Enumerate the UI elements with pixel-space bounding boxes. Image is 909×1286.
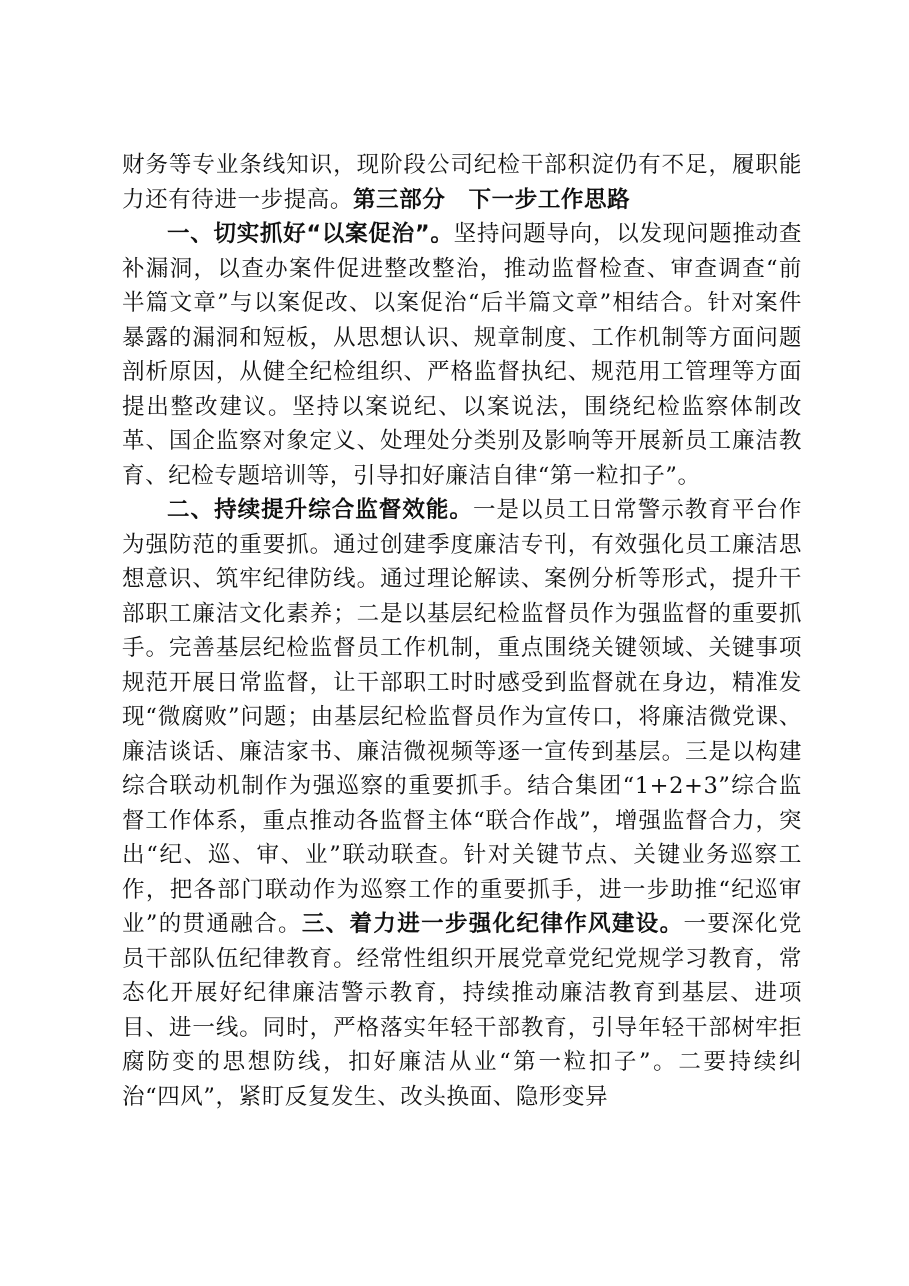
section-heading: 第三部分 下一步工作思路 (353, 186, 631, 213)
paragraph-case-governance (122, 217, 802, 493)
item-heading: 二、持续提升综合监督效能。 (167, 497, 473, 523)
paragraph-text: 坚持问题导向，以发现问题推动查补漏洞，以查办案件促进整改整治，推动监督检查、审查调查“前半篇文章”与以案促改、以案促治“后半篇文章”相结合。针对案件暴露的漏洞和短板，从思想认识、规章制度、工作机制等方面问题剖析原因，从健全纪检组织、严格监督执纪、规范用工管理等方面提出整改建议。坚持以案说纪、以案说法，围绕纪检监察体制改革、国企监察对象定义、处理处分类别及影响等开展新员工廉洁教育、纪检专题培训等，引导扣好廉洁自律“第一粒扣子”。 (122, 221, 802, 489)
paragraph-supervision (122, 493, 802, 1114)
paragraph-text: 一是以员工日常警示教育平台作为强防范的重要抓。通过创建季度廉洁专刊，有效强化员工廉洁思想意识、筑牢纪律防线。通过理论解读、案例分析等形式，提升干部职工廉洁文化素养；二是以基层纪检监督员作为强监督的重要抓手。完善基层纪检监督员工作机制，重点围绕关键领域、关键事项规范开展日常监督，让干部职工时时感受到监督就在身边，精准发现“微腐败”问题；由基层纪检监督员作为宣传口，将廉洁微党课、廉洁谈话、廉洁家书、廉洁微视频等逐一宣传到基层。三是以构建综合联动机制作为强巡察的重要抓手。结合集团“1+2+3”综合监督工作体系，重点推动各监督主体“联合作战”，增强监督合力，突出“纪、巡、审、业”联动联查。针对关键节点、关键业务巡察工作，把各部门联动作为巡察工作的重要抓手，进一步助推“纪巡审业”的贯通融合。 (122, 497, 802, 937)
item-heading: 一、切实抓好“以案促治”。 (167, 221, 454, 247)
item-heading: 三、着力进一步强化纪律作风建设。 (301, 911, 684, 937)
paragraph-continuation (122, 148, 802, 217)
paragraph-text: 一要深化党员干部队伍纪律教育。经常性组织开展党章党纪党规学习教育，常态化开展好纪律廉洁警示教育，持续推动廉洁教育到基层、进项目、进一线。同时，严格落实年轻干部教育，引导年轻干部树牢拒腐防变的思想防线，扣好廉洁从业“第一粒扣子”。二要持续纠治“四风”，紧盯反复发生、改头换面、隐形变异 (122, 911, 802, 1110)
paragraph-text: 财务等专业条线知识，现阶段公司纪检干部积淀仍有不足，履职能力还有待进一步提高。 (122, 152, 802, 213)
document-body (122, 148, 802, 1114)
